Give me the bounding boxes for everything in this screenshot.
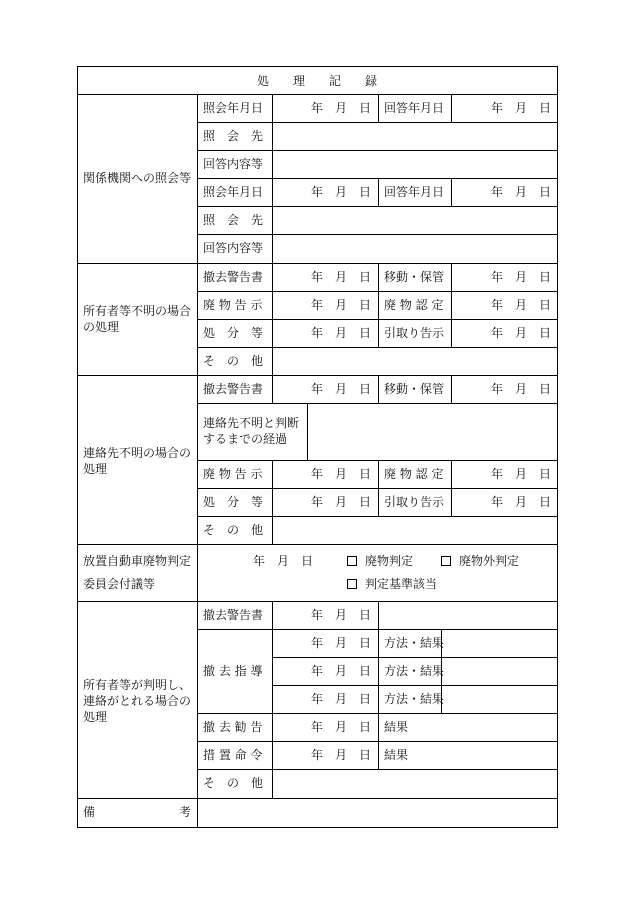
order-result: 結果 (384, 748, 409, 762)
inquiry-to-label-2: 照 会 先 (203, 213, 264, 227)
contact-unknown-process-label: 連絡先不明と判断するまでの経過 (203, 416, 300, 446)
pickup-notice-label: 引取り告示 (384, 326, 445, 340)
guidance-method-2: 方法・結果 (384, 664, 445, 678)
removal-advice-label: 撤 去 勧 告 (203, 720, 263, 734)
section-contact-unknown-label: 連絡先不明の場合の処理 (83, 446, 192, 476)
guidance-ymd-2: 年 月 日 (311, 664, 372, 678)
checkbox-waste[interactable] (347, 556, 357, 566)
option-criteria-label: 判定基準該当 (365, 577, 438, 591)
pickup-notice-ymd-2: 年 月 日 (491, 495, 552, 509)
removal-advice-ymd: 年 月 日 (311, 720, 372, 734)
reply-date-label: 回答年月日 (384, 101, 445, 115)
section-owner-unknown-label: 所有者等不明の場合の処理 (83, 304, 192, 334)
inquiry-date-label: 照会年月日 (203, 101, 264, 115)
removal-warning-label: 撤去警告書 (203, 270, 264, 284)
committee-label-line1: 放置自動車廃物判定 (83, 554, 192, 568)
pickup-notice-ymd: 年 月 日 (491, 326, 552, 340)
checkbox-non-waste[interactable] (441, 556, 451, 566)
option-criteria[interactable] (347, 577, 437, 591)
committee-label-line2: 委員会付議等 (83, 577, 156, 591)
removal-warning-label-3: 撤去警告書 (203, 608, 264, 622)
guidance-ymd-1: 年 月 日 (311, 636, 372, 650)
guidance-method-1: 方法・結果 (384, 636, 445, 650)
option-non-waste[interactable] (441, 554, 519, 568)
removal-warning-ymd: 年 月 日 (311, 270, 372, 284)
inquiry-date-ymd-2: 年 月 日 (311, 185, 372, 199)
remarks-label: 備 考 (83, 805, 192, 819)
waste-cert-ymd: 年 月 日 (491, 298, 552, 312)
section-owner-known-label: 所有者等が判明し、連絡がとれる場合の処理 (83, 678, 192, 724)
processing-record-form (77, 66, 557, 827)
reply-date-ymd-2: 年 月 日 (491, 185, 552, 199)
section-inquiry-label: 関係機関への照会等 (83, 171, 192, 185)
committee-ymd: 年 月 日 (253, 554, 314, 568)
option-non-waste-label: 廃物外判定 (459, 554, 520, 568)
checkbox-criteria[interactable] (347, 579, 357, 589)
waste-notice-label: 廃 物 告 示 (203, 298, 263, 312)
removal-warning-label-2: 撤去警告書 (203, 382, 264, 396)
disposal-label-2: 処 分 等 (203, 495, 264, 509)
reply-content-label-2: 回答内容等 (203, 241, 264, 255)
removal-advice-result: 結果 (384, 720, 409, 734)
move-storage-label-2: 移動・保管 (384, 382, 445, 396)
form-title: 処 理 記 録 (256, 74, 377, 88)
disposal-label: 処 分 等 (203, 326, 264, 340)
move-storage-ymd-2: 年 月 日 (491, 382, 552, 396)
disposal-ymd: 年 月 日 (311, 326, 372, 340)
other-label-3: そ の 他 (203, 776, 264, 790)
inquiry-date-label-2: 照会年月日 (203, 185, 264, 199)
other-label: そ の 他 (203, 354, 264, 368)
reply-date-label-2: 回答年月日 (384, 185, 445, 199)
disposal-ymd-2: 年 月 日 (311, 495, 372, 509)
waste-cert-ymd-2: 年 月 日 (491, 467, 552, 481)
move-storage-label: 移動・保管 (384, 270, 445, 284)
waste-notice-label-2: 廃 物 告 示 (203, 467, 263, 481)
order-ymd: 年 月 日 (311, 748, 372, 762)
option-waste[interactable] (347, 554, 413, 568)
waste-notice-ymd-2: 年 月 日 (311, 467, 372, 481)
move-storage-ymd: 年 月 日 (491, 270, 552, 284)
removal-warning-ymd-3: 年 月 日 (311, 608, 372, 622)
order-label: 措 置 命 令 (203, 748, 263, 762)
reply-date-ymd: 年 月 日 (491, 101, 552, 115)
pickup-notice-label-2: 引取り告示 (384, 495, 445, 509)
removal-guidance-label: 撤 去 指 導 (203, 664, 263, 678)
reply-content-label: 回答内容等 (203, 157, 264, 171)
guidance-ymd-3: 年 月 日 (311, 692, 372, 706)
inquiry-to-label: 照 会 先 (203, 129, 264, 143)
other-label-2: そ の 他 (203, 523, 264, 537)
inquiry-date-ymd: 年 月 日 (311, 101, 372, 115)
removal-warning-ymd-2: 年 月 日 (311, 382, 372, 396)
waste-cert-label-2: 廃 物 認 定 (384, 467, 444, 481)
waste-cert-label: 廃 物 認 定 (384, 298, 444, 312)
guidance-method-3: 方法・結果 (384, 692, 445, 706)
waste-notice-ymd: 年 月 日 (311, 298, 372, 312)
option-waste-label: 廃物判定 (365, 554, 414, 568)
